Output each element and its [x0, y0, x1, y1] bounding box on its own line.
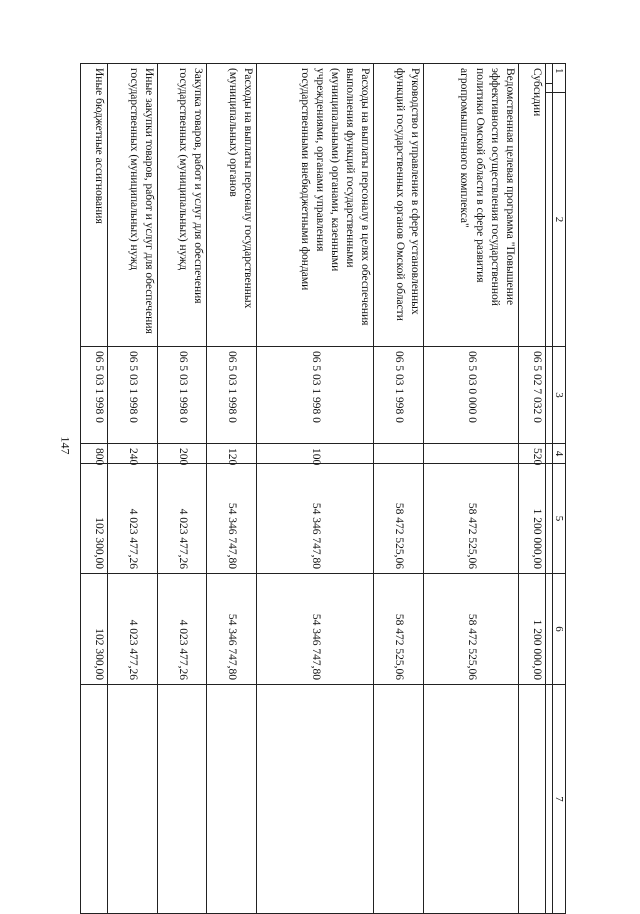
- row-code: 06 5 03 0 000 0: [424, 347, 519, 444]
- row-value-7: [108, 685, 158, 914]
- table-row: [374, 64, 424, 914]
- budget-table-container: [80, 63, 566, 913]
- column-header-4: 4: [553, 444, 566, 464]
- row-value-7: [207, 685, 257, 914]
- row-value-5: 54 346 747,80: [207, 464, 257, 574]
- row-name: Иные закупки товаров, работ и услуг для обеспечения государственных (муниципальных) нужд: [108, 64, 158, 347]
- row-expense-type: 800: [81, 444, 108, 464]
- row-name: Закупка товаров, работ и услуг для обеспечения государственных (муниципальных) нужд: [157, 64, 207, 347]
- row-code: 06 5 02 7 032 0: [518, 347, 545, 444]
- row-value-5: 4 023 477,26: [108, 464, 158, 574]
- row-value-5: 4 023 477,26: [157, 464, 207, 574]
- row-name: Расходы на выплаты персоналу в целях обеспечения выполнения функций государственными (муниципальными) органами, казенными учреждениями, органами управления государственными внебюджетными фондами: [257, 64, 374, 347]
- row-value-6: 4 023 477,26: [157, 574, 207, 685]
- row-name: Руководство и управление в сфере установленных функций государственных органов Омской области: [374, 64, 424, 347]
- header-row: [553, 64, 566, 914]
- row-value-6: 4 023 477,26: [108, 574, 158, 685]
- column-header-7: 7: [553, 685, 566, 914]
- row-value-7: [424, 685, 519, 914]
- table-row: [108, 64, 158, 914]
- table-row: [518, 64, 545, 914]
- row-code: 06 5 03 1 998 0: [81, 347, 108, 444]
- row-value-7: [81, 685, 108, 914]
- table-row: [207, 64, 257, 914]
- row-expense-type: 520: [518, 444, 545, 464]
- column-header-5: 5: [553, 464, 566, 574]
- row-name: Расходы на выплаты персоналу государственных (муниципальных) органов: [207, 64, 257, 347]
- column-header-3: 3: [553, 347, 566, 444]
- row-expense-type: 240: [108, 444, 158, 464]
- page-number: 147: [58, 436, 73, 455]
- row-value-7: [257, 685, 374, 914]
- column-header-6: 6: [553, 574, 566, 685]
- row-name: Иные бюджетные ассигнования: [81, 64, 108, 347]
- column-header-2: 2: [553, 93, 566, 347]
- table-row: [424, 64, 519, 914]
- row-code: 06 5 03 1 998 0: [157, 347, 207, 444]
- row-value-7: [157, 685, 207, 914]
- row-code: 06 5 03 1 998 0: [257, 347, 374, 444]
- spacer-row: [546, 64, 553, 914]
- column-header-1: 1: [553, 64, 566, 93]
- row-expense-type: 100: [257, 444, 374, 464]
- row-value-6: 102 300,00: [81, 574, 108, 685]
- row-code: 06 5 03 1 998 0: [207, 347, 257, 444]
- row-value-6: 54 346 747,80: [257, 574, 374, 685]
- budget-table: [80, 63, 566, 914]
- row-value-6: 58 472 525,06: [424, 574, 519, 685]
- row-value-7: [374, 685, 424, 914]
- row-value-5: 1 200 000,00: [518, 464, 545, 574]
- row-value-6: 54 346 747,80: [207, 574, 257, 685]
- row-name: Субсидии: [518, 64, 545, 347]
- row-value-6: 58 472 525,06: [374, 574, 424, 685]
- row-name: Ведомственная целевая программа "Повышение эффективности осуществления государственной политики Омской области в сфере развития агропромышленного комплекса": [424, 64, 519, 347]
- table-row: [157, 64, 207, 914]
- row-value-7: [518, 685, 545, 914]
- row-code: 06 5 03 1 998 0: [108, 347, 158, 444]
- row-expense-type: 200: [157, 444, 207, 464]
- row-expense-type: [374, 444, 424, 464]
- row-value-5: 58 472 525,06: [424, 464, 519, 574]
- row-value-5: 58 472 525,06: [374, 464, 424, 574]
- row-value-5: 102 300,00: [81, 464, 108, 574]
- table-row: [81, 64, 108, 914]
- row-value-6: 1 200 000,00: [518, 574, 545, 685]
- row-code: 06 5 03 1 998 0: [374, 347, 424, 444]
- table-row: [257, 64, 374, 914]
- row-value-5: 54 346 747,80: [257, 464, 374, 574]
- row-expense-type: [424, 444, 519, 464]
- row-expense-type: 120: [207, 444, 257, 464]
